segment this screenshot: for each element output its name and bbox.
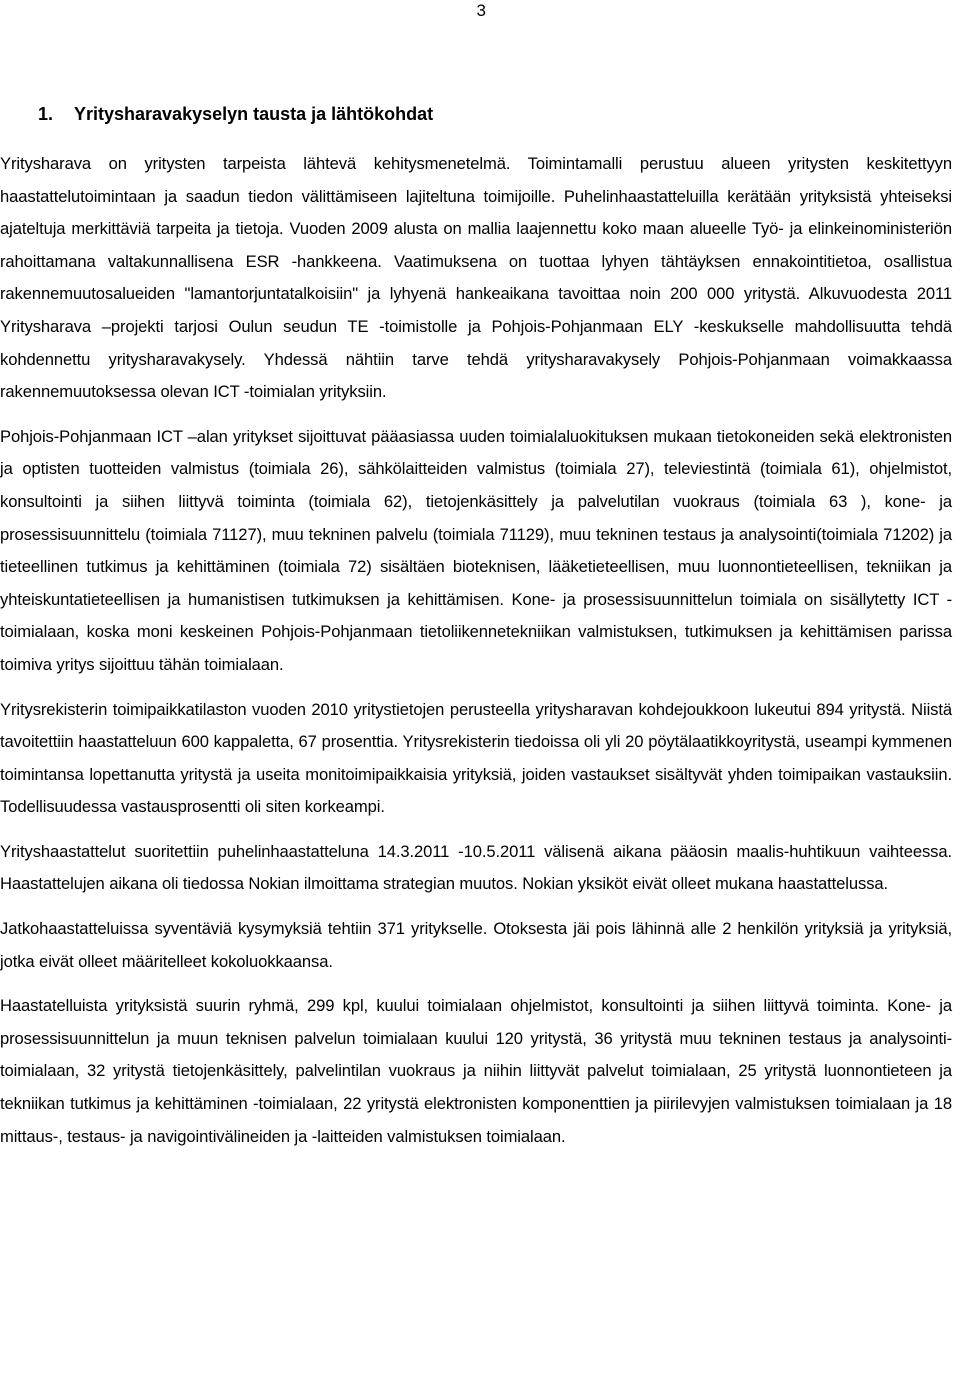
section-heading [38,102,433,126]
body-text [0,148,952,1153]
paragraph-ict-industries: Pohjois-Pohjanmaan ICT –alan yritykset sijoittuvat pääasiassa uuden toimialaluokituksen mukaan tietokoneiden sekä elektronisten ja optisten tuotteiden valmistus (toimiala 26), sähkölaitteiden valmistus (toimiala 27), televiestintä (toimiala 61), ohjelmistot, konsultointi ja siihen liittyvä toiminta (toimiala 62), tietojenkäsittely ja palvelutilan vuokraus (toimiala 63 ), kone- ja prosessisuunnittelu (toimiala 71127), muu tekninen palvelu (toimiala 71129), muu tekninen testaus ja analysointi(toimiala 71202) ja tieteellinen tutkimus ja kehittäminen (toimiala 72) sisältäen bioteknisen, lääketieteellisen, muu luonnontieteellisen, tekniikan ja yhteiskuntatieteellisen ja humanistisen tutkimuksen ja kehittämisen. Kone- ja prosessisuunnittelun toimiala on sisällytetty ICT -toimialaan, koska moni keskeinen Pohjois-Pohjanmaan tietoliikennetekniikan valmistuksen, tutkimuksen ja kehittämisen parissa toimiva yritys sijoittuu tähän toimialaan. [0,426,952,674]
paragraph-yritysharava-intro: Yritysharava on yritysten tarpeista lähtevä kehitysmenetelmä. Toimintamalli perustuu alueen yritysten keskitettyyn haastattelutoimintaan ja saadun tiedon välittämiseen lajiteltuna toimijoille. Puhelinhaastatteluilla kerätään yrityksistä yhteiseksi ajateltuja merkittäviä tarpeita ja tietoja. Vuoden 2009 alusta on mallia laajennettu koko maan alueelle Työ- ja elinkeinoministeriön rahoittamana valtakunnallisena ESR -hankkeena. Vaatimuksena on tuottaa lyhyen tähtäyksen ennakointitietoa, osallistua rakennemuutosalueiden "lamantorjuntatalkoisiin" ja lyhyenä hankeaikana tavoittaa noin 200 000 yritystä. Alkuvuodesta 2011 Yritysharava –projekti tarjosi Oulun seudun TE -toimistolle ja Pohjois-Pohjanmaan ELY -keskukselle mahdollisuutta tehdä kohdennettu yritysharavakysely. Yhdessä nähtiin tarve tehdä yritysharavakysely Pohjois-Pohjanmaan voimakkaassa rakennemuutoksessa olevan ICT -toimialan yrityksiin. [0,154,952,402]
section-number: 1. [38,104,54,124]
paragraph-interview-period: Yrityshaastattelut suoritettiin puhelinhaastatteluna 14.3.2011 -10.5.2011 välisenä aikana pääosin maalis-huhtikuun vaihteessa. Haastattelujen aikana oli tiedossa Nokian ilmoittama strategian muutos. Nokian yksiköt eivät olleet mukana haastattelussa. [0,841,952,894]
paragraph-follow-up-interviews: Jatkohaastatteluissa syventäviä kysymyksiä tehtiin 371 yritykselle. Otoksesta jäi pois lähinnä alle 2 henkilön yrityksiä ja yrityksiä, jotka eivät olleet määritelleet kokoluokkaansa. [0,919,952,971]
page-number: 3 [476,1,486,20]
paragraph-industry-breakdown: Haastatelluista yrityksistä suurin ryhmä, 299 kpl, kuului toimialaan ohjelmistot, konsultointi ja siihen liittyvä toiminta. Kone- ja prosessisuunnittelun ja muun teknisen palvelun toimialaan kuului 120 yritystä, 36 yritystä muu tekninen testaus ja analysointi- toimialaan, 32 yritystä tietojenkäsittely, palvelintilan vuokraus ja niihin liittyvät palvelut toimialaan, 25 yritystä luonnontieteen ja tekniikan tutkimus ja kehittäminen -toimialaan, 22 yritystä elektronisten komponenttien ja piirilevyjen valmistuksen toimialaan ja 18 mittaus-, testaus- ja navigointivälineiden ja -laitteiden valmistuksen toimialaan. [0,996,952,1146]
paragraph-target-group: Yritysrekisterin toimipaikkatilaston vuoden 2010 yritystietojen perusteella yritysharavan kohdejoukkoon lukeutui 894 yritystä. Niistä tavoitettiin haastatteluun 600 kappaletta, 67 prosenttia. Yritysrekisterin tiedoissa oli yli 20 pöytälaatikkoyritystä, useampi kymmenen toimintansa lopettanutta yritystä ja useita monitoimipaikkaisia yrityksiä, joiden vastaukset sisältyvät yhden toimipaikan vastauksiin. Todellisuudessa vastausprosentti oli siten korkeampi. [0,699,952,817]
section-title: Yritysharavakyselyn tausta ja lähtökohdat [74,104,434,124]
